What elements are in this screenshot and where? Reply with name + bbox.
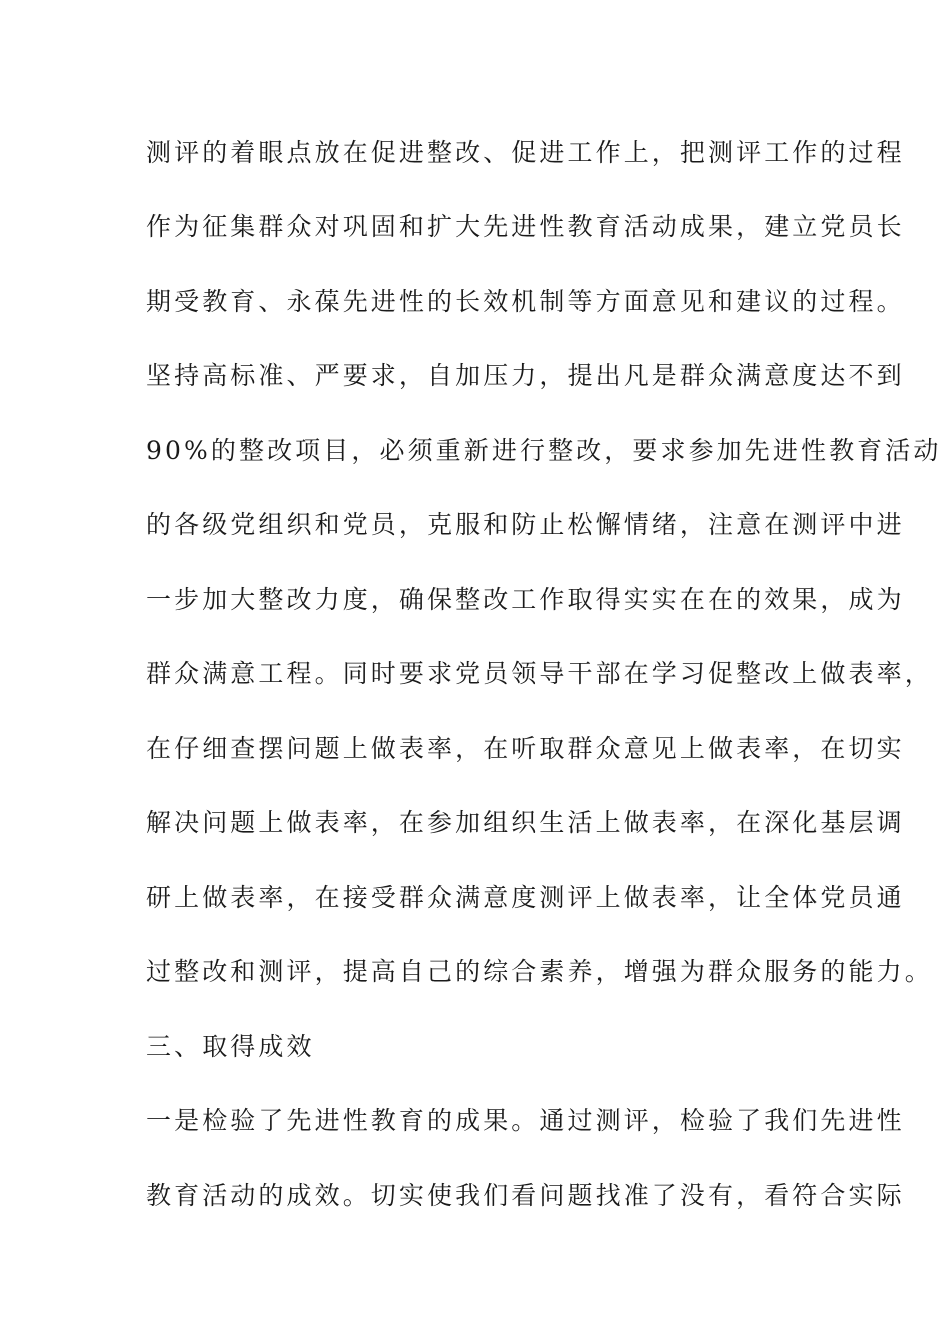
body-text-line: 90%的整改项目，必须重新进行整改，要求参加先进性教育活动: [146, 436, 942, 465]
body-text-line: 期受教育、永葆先进性的长效机制等方面意见和建议的过程。: [146, 287, 905, 316]
body-text-line: 过整改和测评，提高自己的综合素养，增强为群众服务的能力。: [146, 957, 933, 986]
body-text-line: 作为征集群众对巩固和扩大先进性教育活动成果，建立党员长: [146, 212, 905, 241]
body-text-line: 教育活动的成效。切实使我们看问题找准了没有，看符合实际: [146, 1181, 905, 1210]
body-text-line: 在仔细查摆问题上做表率，在听取群众意见上做表率，在切实: [146, 734, 905, 763]
section-heading: 三、取得成效: [146, 1032, 315, 1061]
body-text-line: 测评的着眼点放在促进整改、促进工作上，把测评工作的过程: [146, 138, 905, 167]
body-text-line: 一步加大整改力度，确保整改工作取得实实在在的效果，成为: [146, 585, 905, 614]
body-text-line: 群众满意工程。同时要求党员领导干部在学习促整改上做表率，: [146, 659, 933, 688]
body-text-line: 一是检验了先进性教育的成果。通过测评，检验了我们先进性: [146, 1106, 905, 1135]
body-text-line: 坚持高标准、严要求，自加压力，提出凡是群众满意度达不到: [146, 361, 905, 390]
body-text-line: 研上做表率，在接受群众满意度测评上做表率，让全体党员通: [146, 883, 905, 912]
body-text-line: 的各级党组织和党员，克服和防止松懈情绪，注意在测评中进: [146, 510, 905, 539]
body-text-line: 解决问题上做表率，在参加组织生活上做表率，在深化基层调: [146, 808, 905, 837]
